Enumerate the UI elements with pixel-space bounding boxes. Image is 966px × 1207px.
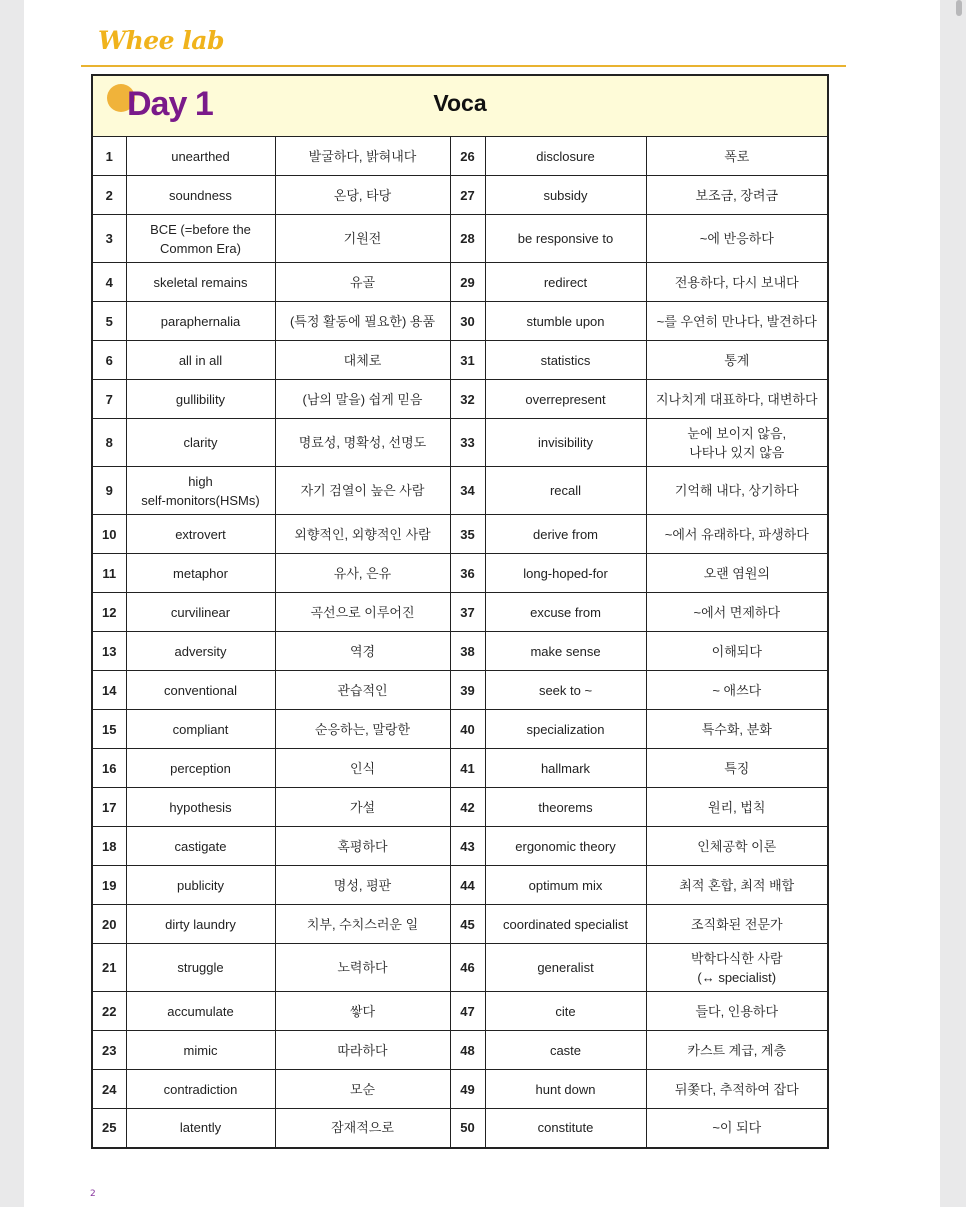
entry-number: 10 bbox=[92, 515, 126, 554]
korean-meaning: 잠재적으로 bbox=[275, 1109, 450, 1148]
entry-number: 48 bbox=[450, 1031, 485, 1070]
english-word: compliant bbox=[126, 710, 275, 749]
table-row bbox=[92, 710, 828, 749]
english-word: generalist bbox=[485, 944, 646, 992]
entry-number: 29 bbox=[450, 263, 485, 302]
korean-meaning: 관습적인 bbox=[275, 671, 450, 710]
section-title: Voca bbox=[433, 90, 487, 116]
korean-meaning: 박학다식한 사람 (↔ specialist) bbox=[646, 944, 828, 992]
entry-number: 13 bbox=[92, 632, 126, 671]
english-word: skeletal remains bbox=[126, 263, 275, 302]
english-word: invisibility bbox=[485, 419, 646, 467]
english-word: specialization bbox=[485, 710, 646, 749]
english-word: theorems bbox=[485, 788, 646, 827]
table-row bbox=[92, 380, 828, 419]
korean-meaning: 발굴하다, 밝혀내다 bbox=[275, 137, 450, 176]
english-word: optimum mix bbox=[485, 866, 646, 905]
entry-number: 26 bbox=[450, 137, 485, 176]
korean-meaning: ~에서 유래하다, 파생하다 bbox=[646, 515, 828, 554]
entry-number: 46 bbox=[450, 944, 485, 992]
entry-number: 25 bbox=[92, 1109, 126, 1148]
entry-number: 9 bbox=[92, 467, 126, 515]
entry-number: 4 bbox=[92, 263, 126, 302]
korean-meaning: 온당, 타당 bbox=[275, 176, 450, 215]
scrollbar-thumb[interactable] bbox=[956, 0, 962, 16]
table-row bbox=[92, 944, 828, 992]
korean-meaning: 원리, 법칙 bbox=[646, 788, 828, 827]
english-word: curvilinear bbox=[126, 593, 275, 632]
korean-meaning: (특정 활동에 필요한) 용품 bbox=[275, 302, 450, 341]
korean-meaning: 인체공학 이론 bbox=[646, 827, 828, 866]
english-word: recall bbox=[485, 467, 646, 515]
entry-number: 1 bbox=[92, 137, 126, 176]
entry-number: 45 bbox=[450, 905, 485, 944]
english-word: metaphor bbox=[126, 554, 275, 593]
korean-meaning: 통계 bbox=[646, 341, 828, 380]
korean-meaning: 가설 bbox=[275, 788, 450, 827]
english-word: soundness bbox=[126, 176, 275, 215]
english-word: cite bbox=[485, 992, 646, 1031]
entry-number: 19 bbox=[92, 866, 126, 905]
english-word: high self-monitors(HSMs) bbox=[126, 467, 275, 515]
entry-number: 5 bbox=[92, 302, 126, 341]
entry-number: 11 bbox=[92, 554, 126, 593]
korean-meaning: 폭로 bbox=[646, 137, 828, 176]
table-row bbox=[92, 176, 828, 215]
english-word: overrepresent bbox=[485, 380, 646, 419]
korean-meaning: 쌓다 bbox=[275, 992, 450, 1031]
table-row bbox=[92, 632, 828, 671]
english-word: clarity bbox=[126, 419, 275, 467]
entry-number: 20 bbox=[92, 905, 126, 944]
korean-meaning: 인식 bbox=[275, 749, 450, 788]
table-row bbox=[92, 1109, 828, 1148]
table-row bbox=[92, 302, 828, 341]
table-row bbox=[92, 671, 828, 710]
korean-meaning: 유사, 은유 bbox=[275, 554, 450, 593]
english-word: statistics bbox=[485, 341, 646, 380]
english-word: stumble upon bbox=[485, 302, 646, 341]
brand-logo: Whee lab bbox=[98, 26, 224, 55]
korean-meaning: 특징 bbox=[646, 749, 828, 788]
korean-meaning: 대체로 bbox=[275, 341, 450, 380]
table-row bbox=[92, 215, 828, 263]
korean-meaning: 자기 검열이 높은 사람 bbox=[275, 467, 450, 515]
english-word: hunt down bbox=[485, 1070, 646, 1109]
entry-number: 16 bbox=[92, 749, 126, 788]
english-word: caste bbox=[485, 1031, 646, 1070]
entry-number: 6 bbox=[92, 341, 126, 380]
english-word: gullibility bbox=[126, 380, 275, 419]
entry-number: 12 bbox=[92, 593, 126, 632]
korean-meaning: 기억해 내다, 상기하다 bbox=[646, 467, 828, 515]
table-row bbox=[92, 341, 828, 380]
table-row bbox=[92, 554, 828, 593]
entry-number: 36 bbox=[450, 554, 485, 593]
english-word: unearthed bbox=[126, 137, 275, 176]
english-word: subsidy bbox=[485, 176, 646, 215]
entry-number: 42 bbox=[450, 788, 485, 827]
english-word: seek to ~ bbox=[485, 671, 646, 710]
entry-number: 32 bbox=[450, 380, 485, 419]
english-word: publicity bbox=[126, 866, 275, 905]
korean-meaning: 따라하다 bbox=[275, 1031, 450, 1070]
entry-number: 7 bbox=[92, 380, 126, 419]
korean-meaning: 곡선으로 이루어진 bbox=[275, 593, 450, 632]
entry-number: 33 bbox=[450, 419, 485, 467]
english-word: dirty laundry bbox=[126, 905, 275, 944]
entry-number: 44 bbox=[450, 866, 485, 905]
english-word: accumulate bbox=[126, 992, 275, 1031]
korean-meaning: ~를 우연히 만나다, 발견하다 bbox=[646, 302, 828, 341]
table-row bbox=[92, 467, 828, 515]
entry-number: 8 bbox=[92, 419, 126, 467]
document-page bbox=[24, 0, 940, 1207]
table-row bbox=[92, 866, 828, 905]
page-number: 2 bbox=[90, 1189, 96, 1199]
entry-number: 40 bbox=[450, 710, 485, 749]
table-row bbox=[92, 788, 828, 827]
korean-meaning: 조직화된 전문가 bbox=[646, 905, 828, 944]
english-word: mimic bbox=[126, 1031, 275, 1070]
entry-number: 15 bbox=[92, 710, 126, 749]
table-header-cell bbox=[92, 75, 828, 137]
korean-meaning: 들다, 인용하다 bbox=[646, 992, 828, 1031]
english-word: disclosure bbox=[485, 137, 646, 176]
english-word: constitute bbox=[485, 1109, 646, 1148]
korean-meaning: 외향적인, 외향적인 사람 bbox=[275, 515, 450, 554]
english-word: extrovert bbox=[126, 515, 275, 554]
korean-meaning: ~에서 면제하다 bbox=[646, 593, 828, 632]
entry-number: 43 bbox=[450, 827, 485, 866]
korean-meaning: 전용하다, 다시 보내다 bbox=[646, 263, 828, 302]
entry-number: 37 bbox=[450, 593, 485, 632]
table-row bbox=[92, 593, 828, 632]
korean-meaning: 뒤쫓다, 추적하여 잡다 bbox=[646, 1070, 828, 1109]
table-row bbox=[92, 419, 828, 467]
korean-meaning: 노력하다 bbox=[275, 944, 450, 992]
korean-meaning: 이해되다 bbox=[646, 632, 828, 671]
entry-number: 24 bbox=[92, 1070, 126, 1109]
korean-meaning: 모순 bbox=[275, 1070, 450, 1109]
korean-meaning: ~ 애쓰다 bbox=[646, 671, 828, 710]
entry-number: 38 bbox=[450, 632, 485, 671]
header-divider bbox=[81, 65, 846, 67]
korean-meaning: 명성, 평판 bbox=[275, 866, 450, 905]
entry-number: 39 bbox=[450, 671, 485, 710]
entry-number: 41 bbox=[450, 749, 485, 788]
table-row bbox=[92, 1031, 828, 1070]
entry-number: 3 bbox=[92, 215, 126, 263]
korean-meaning: 특수화, 분화 bbox=[646, 710, 828, 749]
korean-meaning: 순응하는, 말랑한 bbox=[275, 710, 450, 749]
table-header-row bbox=[92, 75, 828, 137]
table-row bbox=[92, 749, 828, 788]
entry-number: 50 bbox=[450, 1109, 485, 1148]
table-row bbox=[92, 992, 828, 1031]
english-word: all in all bbox=[126, 341, 275, 380]
entry-number: 49 bbox=[450, 1070, 485, 1109]
korean-meaning: 역경 bbox=[275, 632, 450, 671]
entry-number: 18 bbox=[92, 827, 126, 866]
english-word: struggle bbox=[126, 944, 275, 992]
entry-number: 30 bbox=[450, 302, 485, 341]
korean-meaning: 카스트 계급, 계층 bbox=[646, 1031, 828, 1070]
korean-meaning: 최적 혼합, 최적 배합 bbox=[646, 866, 828, 905]
day-title: Day 1 bbox=[127, 85, 213, 123]
entry-number: 14 bbox=[92, 671, 126, 710]
entry-number: 2 bbox=[92, 176, 126, 215]
entry-number: 21 bbox=[92, 944, 126, 992]
entry-number: 34 bbox=[450, 467, 485, 515]
table-row bbox=[92, 137, 828, 176]
entry-number: 28 bbox=[450, 215, 485, 263]
table-row bbox=[92, 827, 828, 866]
korean-meaning: 지나치게 대표하다, 대변하다 bbox=[646, 380, 828, 419]
english-word: be responsive to bbox=[485, 215, 646, 263]
english-word: perception bbox=[126, 749, 275, 788]
entry-number: 23 bbox=[92, 1031, 126, 1070]
english-word: make sense bbox=[485, 632, 646, 671]
korean-meaning: 혹평하다 bbox=[275, 827, 450, 866]
english-word: conventional bbox=[126, 671, 275, 710]
table-row bbox=[92, 515, 828, 554]
english-word: contradiction bbox=[126, 1070, 275, 1109]
english-word: latently bbox=[126, 1109, 275, 1148]
korean-meaning: 치부, 수치스러운 일 bbox=[275, 905, 450, 944]
english-word: hallmark bbox=[485, 749, 646, 788]
korean-meaning: ~에 반응하다 bbox=[646, 215, 828, 263]
korean-meaning: 유골 bbox=[275, 263, 450, 302]
entry-number: 17 bbox=[92, 788, 126, 827]
table-row bbox=[92, 905, 828, 944]
english-word: hypothesis bbox=[126, 788, 275, 827]
english-word: BCE (=before the Common Era) bbox=[126, 215, 275, 263]
table-row bbox=[92, 1070, 828, 1109]
korean-meaning: 눈에 보이지 않음, 나타나 있지 않음 bbox=[646, 419, 828, 467]
english-word: paraphernalia bbox=[126, 302, 275, 341]
english-word: long-hoped-for bbox=[485, 554, 646, 593]
english-word: redirect bbox=[485, 263, 646, 302]
korean-meaning: (남의 말을) 쉽게 믿음 bbox=[275, 380, 450, 419]
table-row bbox=[92, 263, 828, 302]
vocabulary-table bbox=[91, 74, 829, 1149]
entry-number: 35 bbox=[450, 515, 485, 554]
english-word: adversity bbox=[126, 632, 275, 671]
english-word: coordinated specialist bbox=[485, 905, 646, 944]
entry-number: 27 bbox=[450, 176, 485, 215]
english-word: ergonomic theory bbox=[485, 827, 646, 866]
entry-number: 47 bbox=[450, 992, 485, 1031]
entry-number: 31 bbox=[450, 341, 485, 380]
korean-meaning: 오랜 염원의 bbox=[646, 554, 828, 593]
english-word: excuse from bbox=[485, 593, 646, 632]
korean-meaning: ~이 되다 bbox=[646, 1109, 828, 1148]
entry-number: 22 bbox=[92, 992, 126, 1031]
english-word: castigate bbox=[126, 827, 275, 866]
english-word: derive from bbox=[485, 515, 646, 554]
korean-meaning: 명료성, 명확성, 선명도 bbox=[275, 419, 450, 467]
korean-meaning: 보조금, 장려금 bbox=[646, 176, 828, 215]
korean-meaning: 기원전 bbox=[275, 215, 450, 263]
